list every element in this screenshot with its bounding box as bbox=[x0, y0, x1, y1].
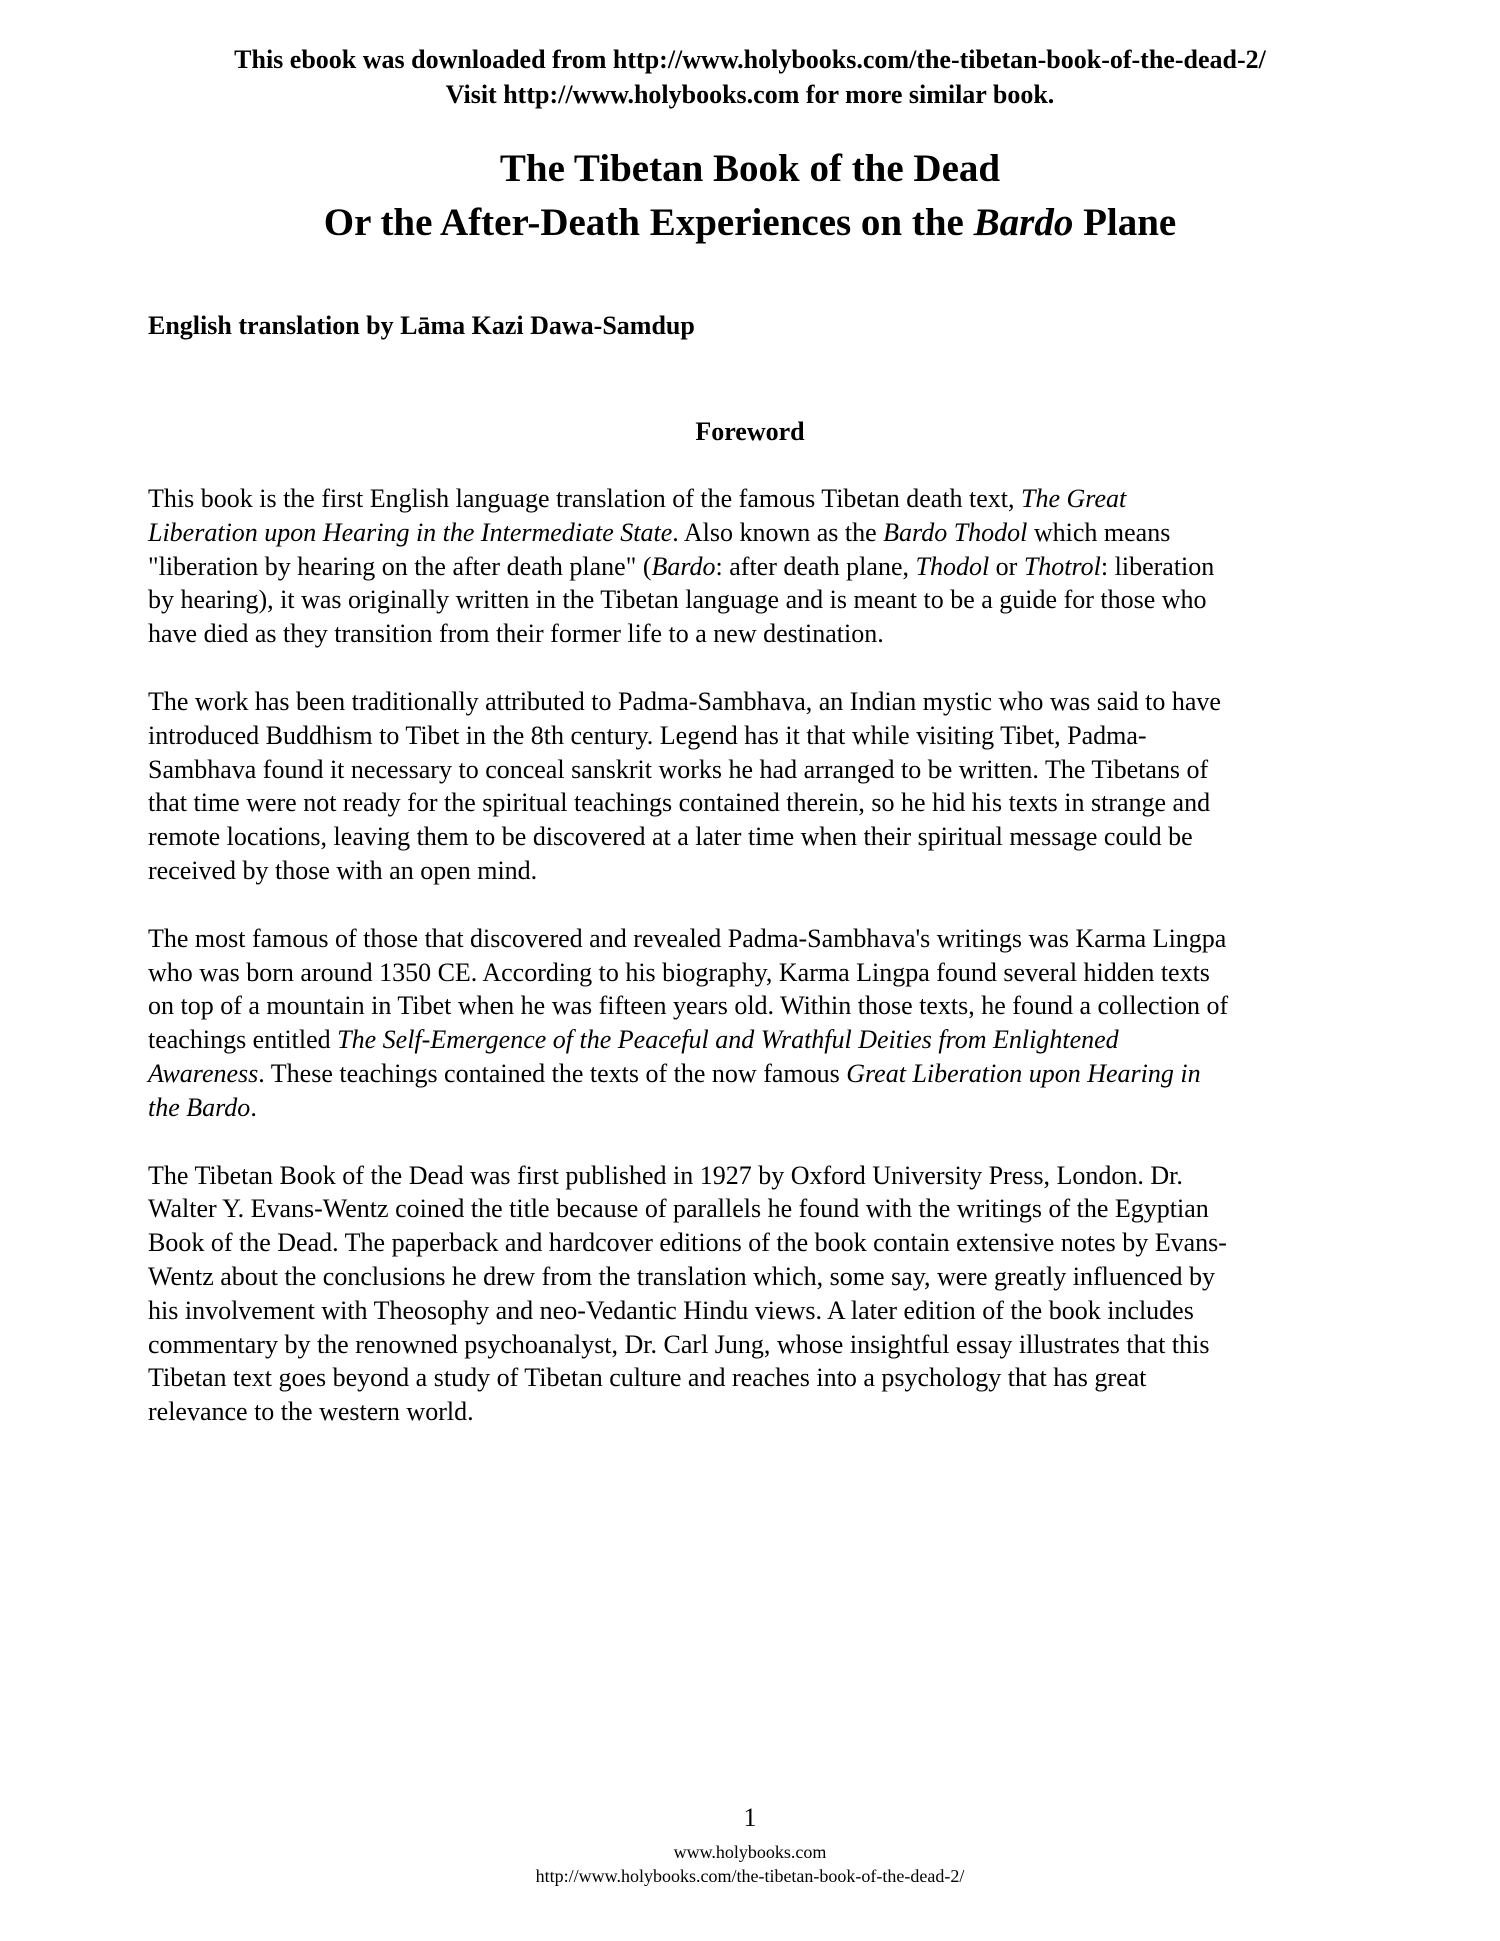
paragraph-line bbox=[148, 1328, 1368, 1362]
italic-text: Awareness bbox=[148, 1058, 259, 1088]
foreword-paragraph bbox=[148, 922, 1368, 1125]
paragraph-line bbox=[148, 685, 1368, 719]
text-run: his involvement with Theosophy and neo-Vedantic Hindu views. A later edition of the book includes bbox=[148, 1295, 1194, 1325]
text-run: which means bbox=[1027, 517, 1171, 547]
translator-credit: English translation by Lāma Kazi Dawa-Samdup bbox=[148, 311, 695, 340]
footer-site: www.holybooks.com bbox=[673, 1842, 827, 1862]
paragraph-line bbox=[148, 922, 1368, 956]
text-run: The work has been traditionally attributed to Padma-Sambhava, an Indian mystic who was said to have bbox=[148, 686, 1221, 716]
text-run: received by those with an open mind. bbox=[148, 855, 538, 885]
italic-text: the Bardo bbox=[148, 1092, 251, 1122]
text-run: This book is the first English language translation of the famous Tibetan death text, bbox=[148, 484, 1022, 513]
paragraph-line bbox=[148, 1260, 1368, 1294]
paragraph-line bbox=[148, 482, 1368, 516]
download-notice bbox=[0, 42, 1500, 112]
paragraph-line bbox=[148, 1023, 1368, 1057]
title-line-2-italic: Bardo bbox=[973, 201, 1074, 244]
italic-text: Thotrol bbox=[1023, 551, 1101, 581]
text-run: The most famous of those that discovered and revealed Padma-Sambhava's writings was Karma Lingpa bbox=[148, 923, 1227, 953]
title-line-2-start: Or the After-Death Experiences on the bbox=[323, 201, 974, 244]
text-run: introduced Buddhism to Tibet in the 8th century. Legend has it that while visiting Tibet, Padma- bbox=[148, 720, 1147, 750]
title-line-2 bbox=[0, 196, 1500, 250]
foreword-body bbox=[148, 482, 1368, 1463]
paragraph-line bbox=[148, 1226, 1368, 1260]
text-run: teachings entitled bbox=[148, 1025, 338, 1055]
download-notice-line-2: Visit http://www.holybooks.com for more similar book. bbox=[445, 80, 1055, 109]
italic-text: Thodol bbox=[915, 551, 990, 581]
footer-url: http://www.holybooks.com/the-tibetan-book-of-the-dead-2/ bbox=[535, 1866, 965, 1886]
text-run: who was born around 1350 CE. According to his biography, Karma Lingpa found several hidden texts bbox=[148, 957, 1210, 987]
paragraph-line bbox=[148, 989, 1368, 1023]
paragraph-line bbox=[148, 1192, 1368, 1226]
text-run: "liberation by hearing on the after death plane" ( bbox=[148, 551, 652, 581]
paragraph-line bbox=[148, 583, 1368, 617]
text-run: or bbox=[989, 551, 1024, 581]
paragraph-line bbox=[148, 753, 1368, 787]
paragraph-line bbox=[148, 516, 1368, 550]
text-run: that time were not ready for the spiritual teachings contained therein, so he hid his texts in strange and bbox=[148, 788, 1211, 818]
italic-text: Bardo Thodol bbox=[883, 517, 1028, 547]
text-run: relevance to the western world. bbox=[148, 1397, 474, 1427]
paragraph-line bbox=[148, 1395, 1368, 1429]
text-run: Book of the Dead. The paperback and hardcover editions of the book contain extensive notes by Evans- bbox=[148, 1228, 1227, 1258]
text-run: Walter Y. Evans-Wentz coined the title because of parallels he found with the writings of the Egyptian bbox=[148, 1194, 1209, 1224]
paragraph-line bbox=[148, 1159, 1368, 1193]
italic-text: Great Liberation upon Hearing in bbox=[846, 1058, 1201, 1088]
document-title bbox=[0, 142, 1500, 250]
page-footer bbox=[0, 1840, 1500, 1888]
text-run: remote locations, leaving them to be discovered at a later time when their spiritual message could be bbox=[148, 822, 1193, 852]
page-number: 1 bbox=[743, 1803, 757, 1832]
paragraph-line bbox=[148, 956, 1368, 990]
text-run: . These teachings contained the texts of the now famous bbox=[258, 1058, 847, 1088]
text-run: commentary by the renowned psychoanalyst, Dr. Carl Jung, whose insightful essay illustrates that this bbox=[148, 1329, 1210, 1359]
download-notice-line-1: This ebook was downloaded from http://www.holybooks.com/the-tibetan-book-of-the-dead-2/ bbox=[234, 45, 1266, 74]
paragraph-line bbox=[148, 854, 1368, 888]
paragraph-line bbox=[148, 550, 1368, 584]
title-line-2-end: Plane bbox=[1073, 201, 1177, 244]
italic-text: Bardo bbox=[651, 551, 716, 581]
text-run: : after death plane, bbox=[715, 551, 916, 581]
italic-text: The Self-Emergence of the Peaceful and Wrathful Deities from Enlightened bbox=[337, 1025, 1119, 1055]
text-run: have died as they transition from their former life to a new destination. bbox=[148, 619, 884, 649]
text-run: . bbox=[250, 1092, 257, 1122]
paragraph-line bbox=[148, 1057, 1368, 1091]
paragraph-line bbox=[148, 1091, 1368, 1125]
italic-text: Liberation upon Hearing in the Intermediate State bbox=[148, 517, 673, 547]
italic-text: The Great bbox=[1021, 484, 1127, 513]
foreword-heading: Foreword bbox=[695, 417, 805, 446]
text-run: Wentz about the conclusions he drew from the translation which, some say, were greatly influenced by bbox=[148, 1261, 1215, 1291]
foreword-paragraph bbox=[148, 1159, 1368, 1429]
text-run: Tibetan text goes beyond a study of Tibetan culture and reaches into a psychology that has great bbox=[148, 1363, 1147, 1393]
paragraph-line bbox=[148, 786, 1368, 820]
text-run: : liberation bbox=[1100, 551, 1215, 581]
paragraph-line bbox=[148, 820, 1368, 854]
text-run: . Also known as the bbox=[672, 517, 884, 547]
text-run: The Tibetan Book of the Dead was first published in 1927 by Oxford University Press, London. Dr. bbox=[148, 1160, 1183, 1190]
text-run: Sambhava found it necessary to conceal sanskrit works he had arranged to be written. The Tibetans of bbox=[148, 754, 1209, 784]
paragraph-line bbox=[148, 1294, 1368, 1328]
foreword-paragraph bbox=[148, 685, 1368, 888]
paragraph-line bbox=[148, 1361, 1368, 1395]
paragraph-line bbox=[148, 617, 1368, 651]
title-line-1: The Tibetan Book of the Dead bbox=[499, 147, 1001, 190]
foreword-paragraph bbox=[148, 482, 1368, 651]
text-run: by hearing), it was originally written in the Tibetan language and is meant to be a guide for those who bbox=[148, 585, 1207, 615]
text-run: on top of a mountain in Tibet when he was fifteen years old. Within those texts, he found a collection of bbox=[148, 991, 1229, 1021]
paragraph-line bbox=[148, 719, 1368, 753]
